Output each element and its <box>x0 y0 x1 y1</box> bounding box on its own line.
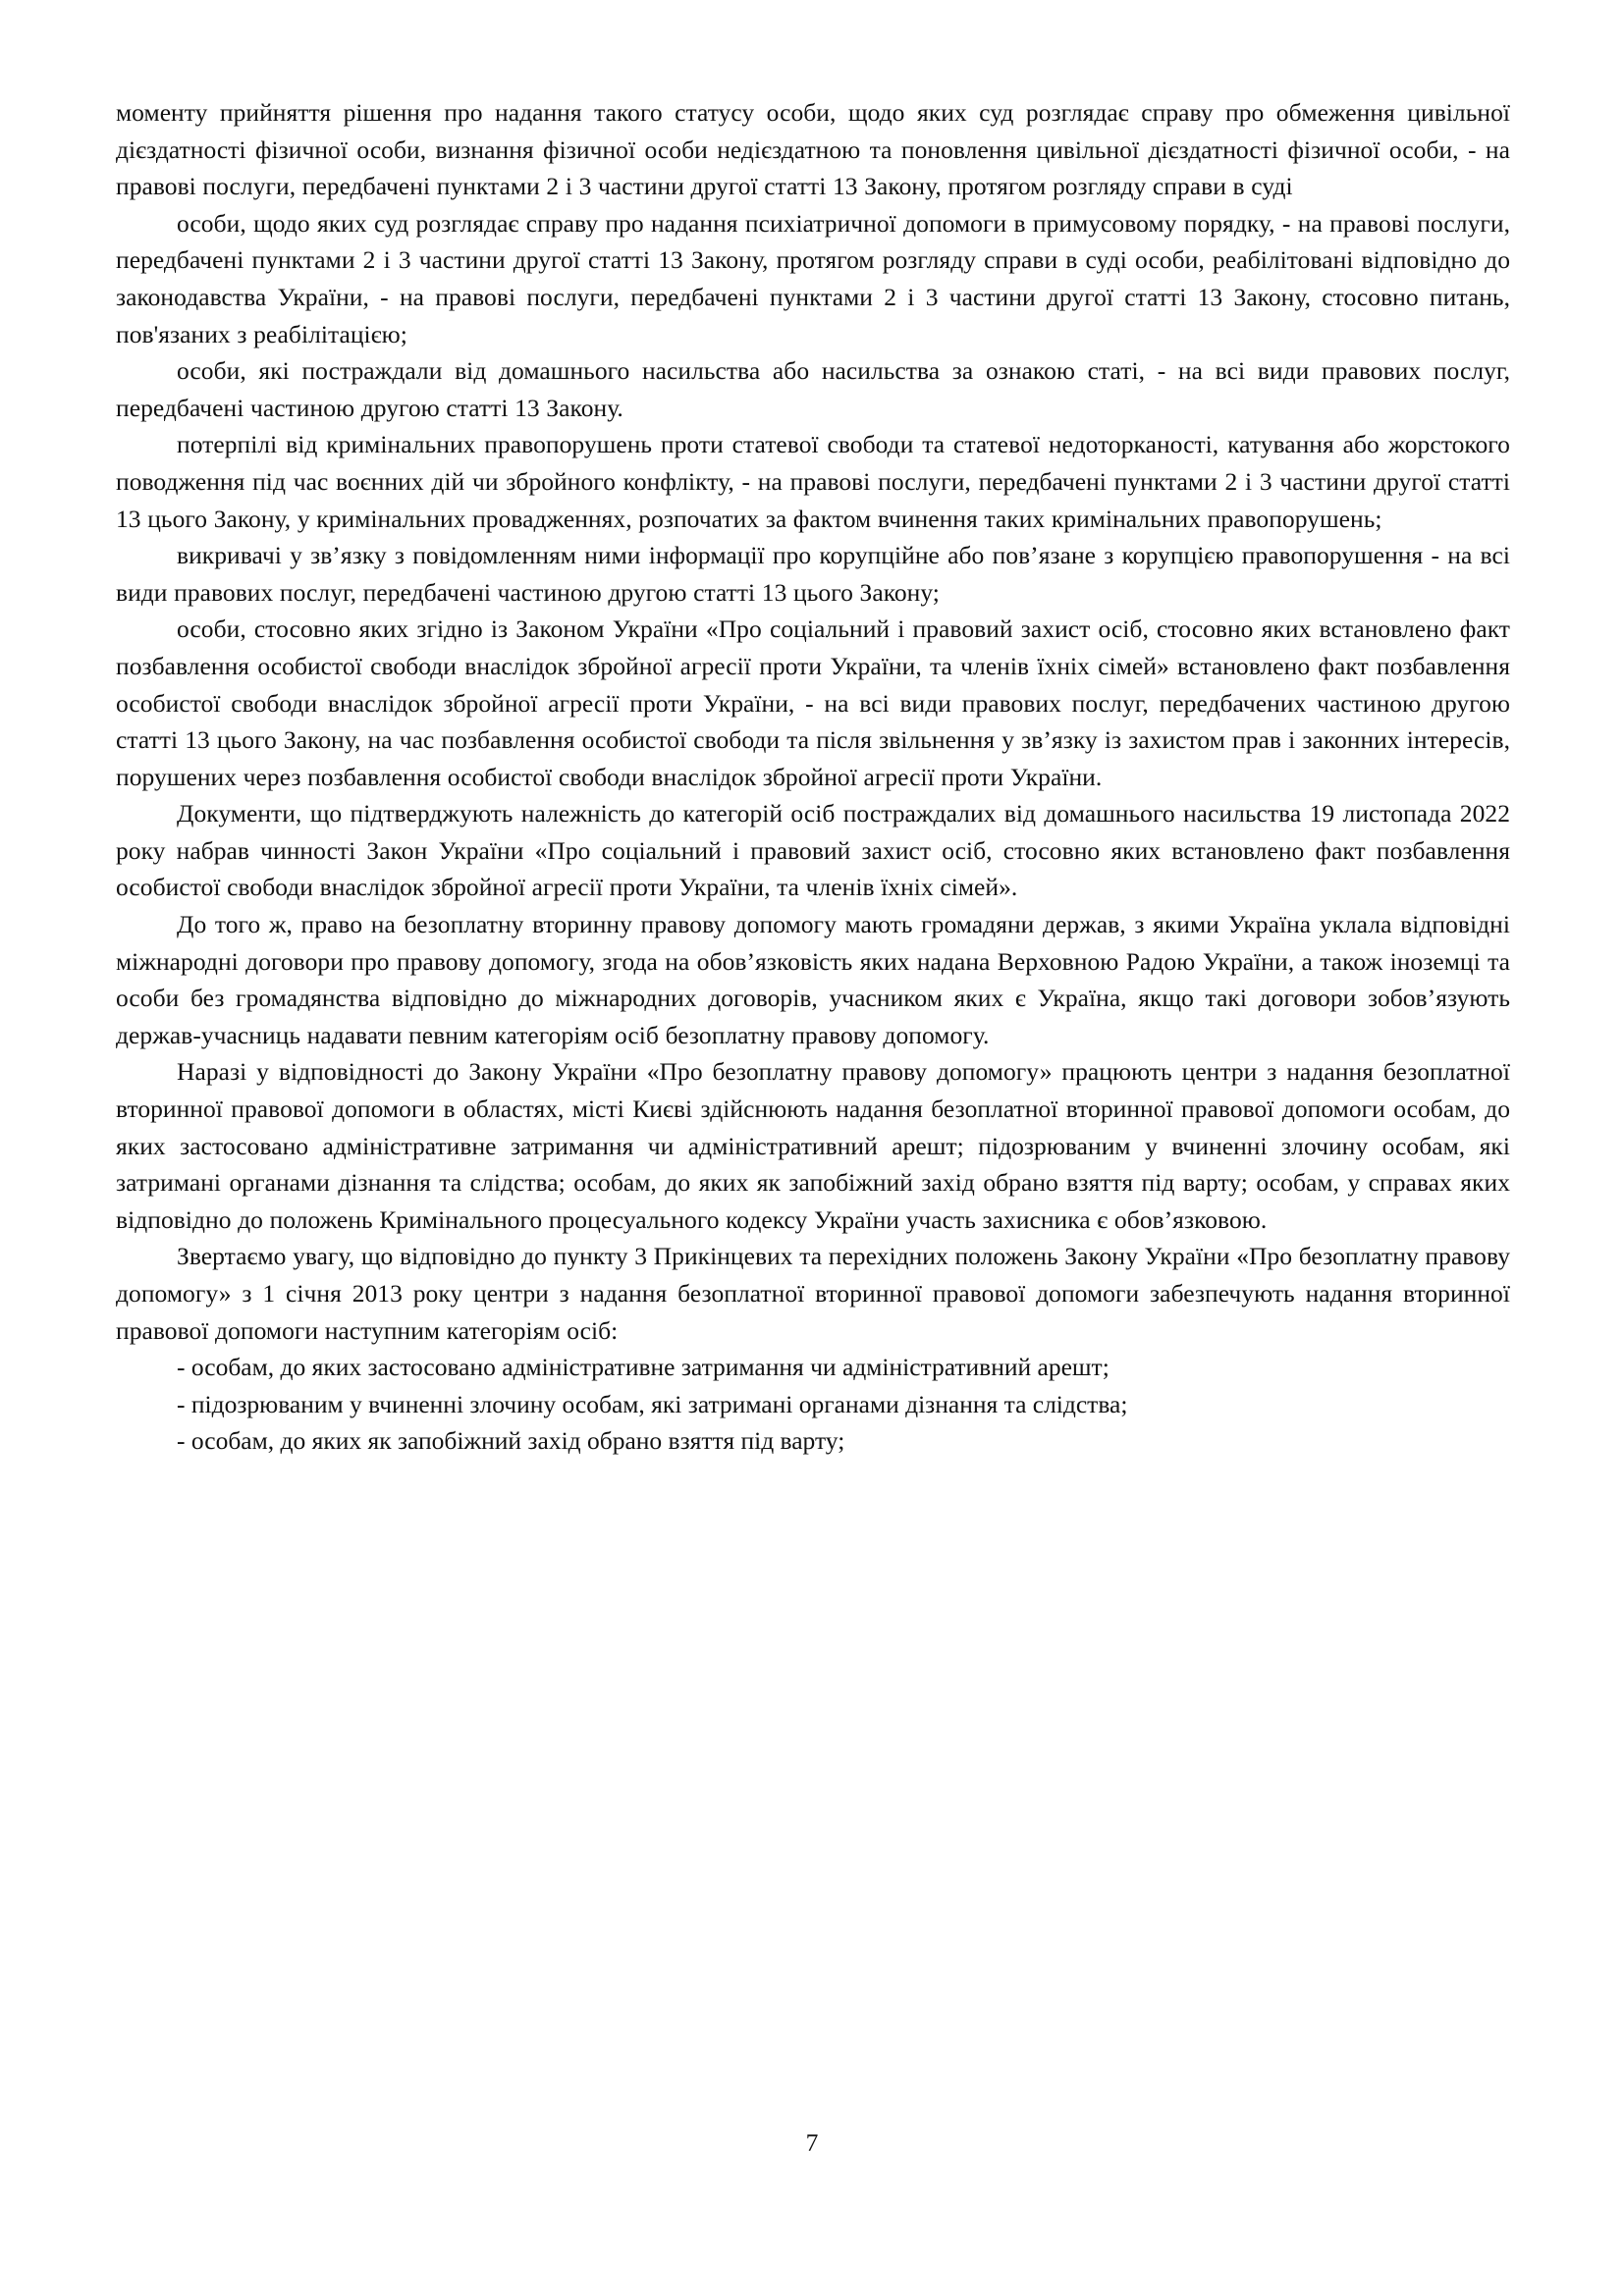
page-body <box>116 94 1510 1460</box>
paragraph-8: До того ж, право на безоплатну вторинну правову допомогу мають громадяни держав, з якими Україна уклала відповідні міжнародні договори про правову допомогу, згода на обов’язковість яких надана Верховною Радою України, а також іноземці та особи без громадянства відповідно до міжнародних договорів, учасником яких є Україна, якщо такі договори зобов’язують держав-учасниць надавати певним категоріям осіб безоплатну правову допомогу. <box>116 910 1510 1049</box>
list-item: - особам, до яких як запобіжний захід обрано взяття під варту; <box>177 1426 845 1456</box>
paragraph-1: моменту прийняття рішення про надання такого статусу особи, щодо яких суд розглядає справу про обмеження цивільної дієздатності фізичної особи, визнання фізичної особи недієздатною та поновлення цивільної дієздатності фізичної особи, - на правові послуги, передбачені пунктами 2 і 3 частини другої статті 13 Закону, протягом розгляду справи в суді <box>116 98 1510 201</box>
paragraph-3: особи, які постраждали від домашнього насильства або насильства за ознакою статі, - на всі види правових послуг, передбачені частиною другою статті 13 Закону. <box>116 356 1510 422</box>
paragraph-2: особи, щодо яких суд розглядає справу про надання психіатричної допомоги в примусовому порядку, - на правові послуги, передбачені пунктами 2 і 3 частини другої статті 13 Закону, протягом розгляду справи в суді особи, реабілітовані відповідно до законодавства України, - на правові послуги, передбачені пунктами 2 і 3 частини другої статті 13 Закону, стосовно питань, пов'язаних з реабілітацією; <box>116 208 1510 348</box>
paragraph-9: Наразі у відповідності до Закону України «Про безоплатну правову допомогу» працюють центри з надання безоплатної вторинної правової допомоги в областях, місті Києві здійснюють надання безоплатної вторинної правової допомоги особам, до яких застосовано адміністративне затримання чи адміністративний арешт; підозрюваним у вчиненні злочину особам, які затримані органами дізнання та слідства; особам, до яких як запобіжний захід обрано взяття під варту; особам, у справах яких відповідно до положень Кримінального процесуального кодексу України участь захисника є обов’язковою. <box>116 1057 1510 1234</box>
paragraph-4: потерпілі від кримінальних правопорушень проти статевої свободи та статевої недоторканості, катування або жорстокого поводження під час воєнних дій чи збройного конфлікту, - на правові послуги, передбачені пунктами 2 і 3 частини другої статті 13 цього Закону, у кримінальних провадженнях, розпочатих за фактом вчинення таких кримінальних правопорушень; <box>116 430 1510 533</box>
paragraph-7: Документи, що підтверджують належність до категорій осіб постраждалих від домашнього насильства 19 листопада 2022 року набрав чинності Закон України «Про соціальний і правовий захист осіб, стосовно яких встановлено факт позбавлення особистої свободи внаслідок збройної агресії проти України, та членів їхніх сімей». <box>116 799 1510 902</box>
list-item: - підозрюваним у вчиненні злочину особам, які затримані органами дізнання та слідства; <box>177 1389 1128 1418</box>
list-item: - особам, до яких застосовано адміністративне затримання чи адміністративний арешт; <box>177 1353 1110 1382</box>
paragraph-10: Звертаємо увагу, що відповідно до пункту 3 Прикінцевих та перехідних положень Закону України «Про безоплатну правову допомогу» з 1 січня 2013 року центри з надання безоплатної вторинної правової допомоги забезпечують надання вторинної правової допомоги наступним категоріям осіб: <box>116 1242 1510 1345</box>
paragraph-6: особи, стосовно яких згідно із Законом України «Про соціальний і правовий захист осіб, стосовно яких встановлено факт позбавлення особистої свободи внаслідок збройної агресії проти України, та членів їхніх сімей» встановлено факт позбавлення особистої свободи внаслідок збройної агресії проти України, - на всі види правових послуг, передбачених частиною другою статті 13 цього Закону, на час позбавлення особистої свободи та після звільнення у зв’язку із захистом прав і законних інтересів, порушених через позбавлення особистої свободи внаслідок збройної агресії проти України. <box>116 614 1510 791</box>
page-number: 7 <box>805 2128 819 2157</box>
paragraph-5: викривачі у зв’язку з повідомленням ними інформації про корупційне або пов’язане з корупцією правопорушення - на всі види правових послуг, передбачені частиною другою статті 13 цього Закону; <box>116 541 1510 607</box>
